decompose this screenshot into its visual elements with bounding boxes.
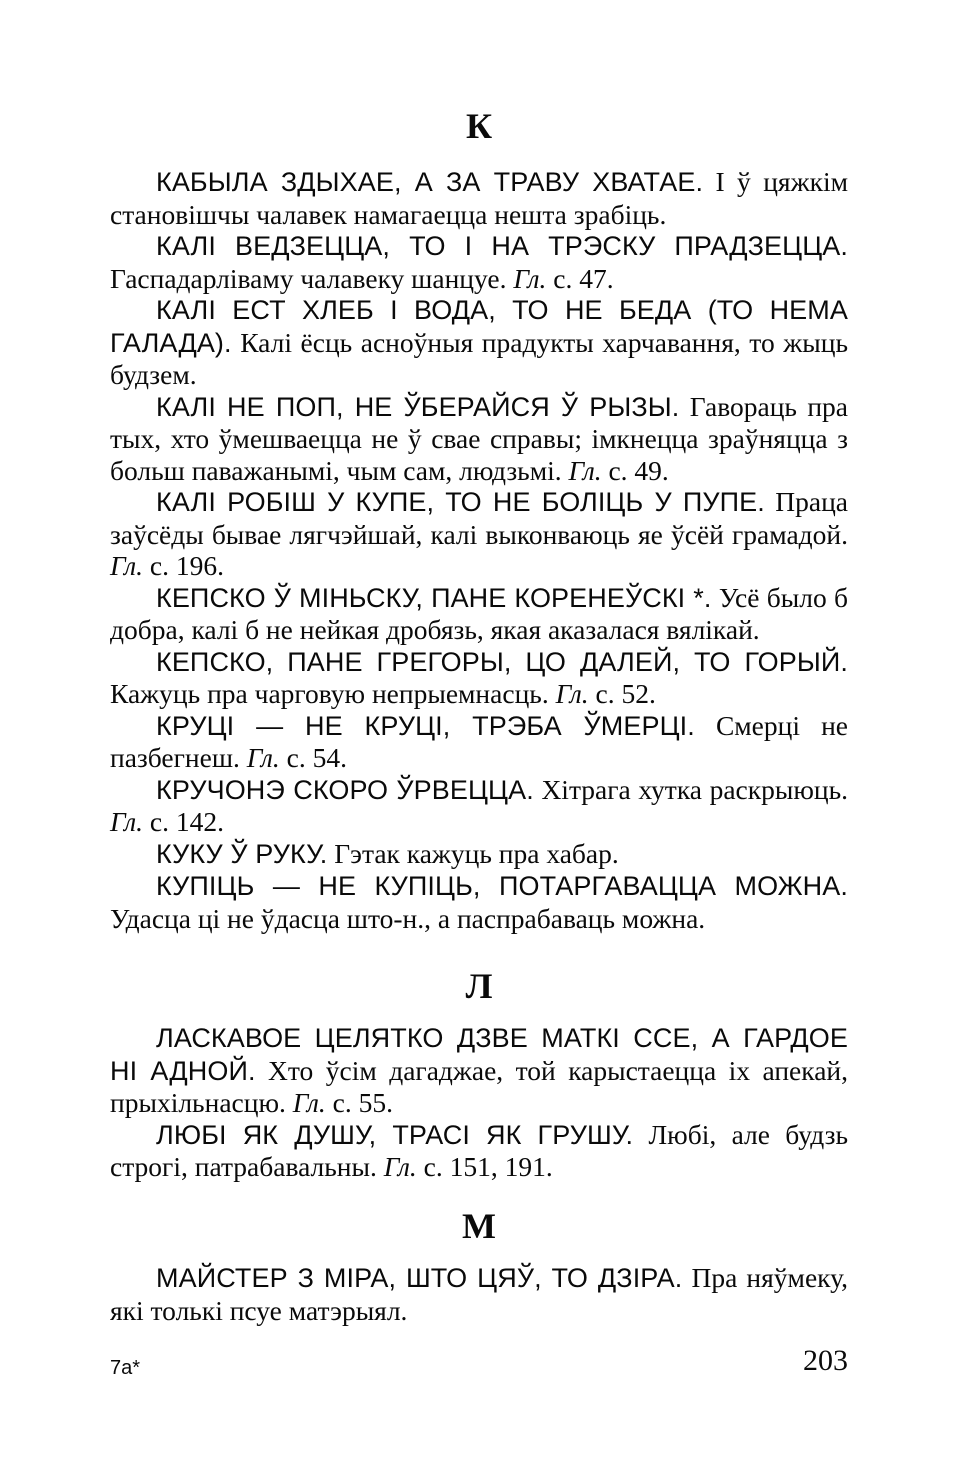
entry-headword: КЕПСКО, ПАНЕ ГРЕГОРЫ, ЦО ДАЛЕЙ, ТО ГОРЫЙ. xyxy=(156,646,848,677)
entry-ref-abbr: Гл. xyxy=(246,742,280,773)
entry-definition: Смерці не пазбегнеш. xyxy=(110,709,848,773)
entry-definition: Пра няўмеку, які толькі псуе матэрыял. xyxy=(110,1262,848,1326)
entry-definition: Хітрага хутка раскрыюць. xyxy=(533,773,848,805)
entry-ref-abbr: Гл. xyxy=(568,454,602,486)
entry-ref-abbr: Гл. xyxy=(110,806,144,837)
entry xyxy=(110,166,848,230)
dictionary-page xyxy=(110,0,848,1477)
entries-l xyxy=(110,1022,848,1183)
entries-m xyxy=(110,1262,848,1326)
entry-headword: КАЛІ РОБІШ У КУПЕ, ТО НЕ БОЛІЦЬ У ПУПЕ. xyxy=(156,487,765,517)
entry-headword: КРУЦІ — НЕ КРУЦІ, ТРЭБА ЎМЕРЦІ. xyxy=(156,710,695,741)
entry-headword: МАЙСТЕР З МІРА, ШТО ЦЯЎ, ТО ДЗІРА. xyxy=(156,1263,683,1293)
entry xyxy=(110,294,848,391)
entry xyxy=(110,1022,848,1119)
entry-ref-pages: с. 142. xyxy=(143,806,225,837)
entry-definition: Гавораць пра тых, хто ўмешваецца не ў свае справы; імкнецца зраўняцца з больш паважанымі, чым сам, людзьмі. xyxy=(110,390,849,486)
entry-ref-pages: с. 47. xyxy=(546,262,614,294)
entry xyxy=(110,486,848,582)
entry-ref-pages: с. 52. xyxy=(588,678,656,709)
entry-definition: Гэтак кажуць пра хабар. xyxy=(327,837,619,869)
entry-ref-abbr: Гл. xyxy=(292,1087,326,1118)
entry xyxy=(110,710,848,774)
entry-headword: КУКУ Ў РУКУ. xyxy=(156,838,328,869)
entries-k xyxy=(110,166,848,934)
section-letter-k: К xyxy=(465,106,493,146)
entry-ref-abbr: Гл. xyxy=(110,550,144,581)
entry-definition: Удасца ці не ўдасца што-н., а паспрабаваць можна. xyxy=(110,902,706,934)
signature-mark: 7а* xyxy=(110,1357,141,1379)
entry-headword: КРУЧОНЭ СКОРО ЎРВЕЦЦА. xyxy=(156,774,534,805)
entry-ref-pages: с. 54. xyxy=(279,742,348,773)
entry-definition: Любі, але будзь строгі, патрабавальны. xyxy=(110,1118,848,1182)
entry xyxy=(110,870,848,934)
entry-definition: І ў цяжкім становішчы чалавек намагаецца нешта зрабіць. xyxy=(110,166,848,230)
entry-definition: Калі ёсць асноўныя прадукты харчавання, то жыць будзем. xyxy=(110,326,848,390)
entry-ref-pages: с. 196. xyxy=(143,550,225,581)
page-number: 203 xyxy=(803,1344,848,1377)
entry-definition: Усё было б добра, калі б не нейкая дробязь, якая аказалася вялікай. xyxy=(110,581,848,645)
entry-headword: КЕПСКО Ў МІНЬСКУ, ПАНЕ КОРЕНЕЎСКІ *. xyxy=(156,582,712,613)
section-letter-l: Л xyxy=(465,966,493,1006)
entry-headword: КАЛІ НЕ ПОП, НЕ ЎБЕРАЙСЯ Ў РЫЗЫ. xyxy=(156,391,680,422)
entry-headword: ЛАСКАВОЕ ЦЕЛЯТКО ДЗВЕ МАТКІ ССЕ, А ГАРДОЕ НІ АДНОЙ. xyxy=(110,1023,848,1086)
entry xyxy=(110,582,848,646)
entry xyxy=(110,230,848,294)
section-letter-m: М xyxy=(462,1206,496,1246)
entry-ref-pages: с. 151, 191. xyxy=(416,1151,553,1182)
entry-ref-abbr: Гл. xyxy=(555,678,589,709)
entry-definition: Праца заўсёды бывае лягчэйшай, калі выконваюць яе ўсёй грамадой. xyxy=(110,486,848,550)
entry-ref-pages: с. 49. xyxy=(601,454,669,486)
entry xyxy=(110,774,848,838)
entry-definition: Гаспадарліваму чалавеку шанцуе. xyxy=(110,262,514,294)
entry xyxy=(110,646,848,710)
entry-ref-abbr: Гл. xyxy=(383,1151,417,1182)
entry-ref-pages: с. 55. xyxy=(325,1087,394,1118)
entry xyxy=(110,838,848,871)
entry-headword: КАЛІ ВЕДЗЕЦЦА, ТО І НА ТРЭСКУ ПРАДЗЕЦЦА. xyxy=(156,231,848,261)
entry-headword: ЛЮБІ ЯК ДУШУ, ТРАСІ ЯК ГРУШУ. xyxy=(156,1119,634,1150)
entry-definition: Кажуць пра чарговую непрыемнасць. xyxy=(110,678,556,709)
entry-headword: КАБЫЛА ЗДЫХАЕ, А ЗА ТРАВУ ХВАТАЕ. xyxy=(156,167,704,197)
entry-headword: КУПІЦЬ — НЕ КУПІЦЬ, ПОТАРГАВАЦЦА МОЖНА. xyxy=(156,871,848,901)
entry-definition: Хто ўсім дагаджае, той карыстаецца іх апекай, прыхільнасцю. xyxy=(110,1054,848,1118)
entry xyxy=(110,1262,848,1326)
entry-ref-abbr: Гл. xyxy=(513,262,547,294)
entry xyxy=(110,1119,848,1183)
entry-headword: КАЛІ ЕСТ ХЛЕБ І ВОДА, ТО НЕ БЕДА (ТО НЕМА ГАЛАДА). xyxy=(110,295,848,358)
entry xyxy=(110,391,848,487)
